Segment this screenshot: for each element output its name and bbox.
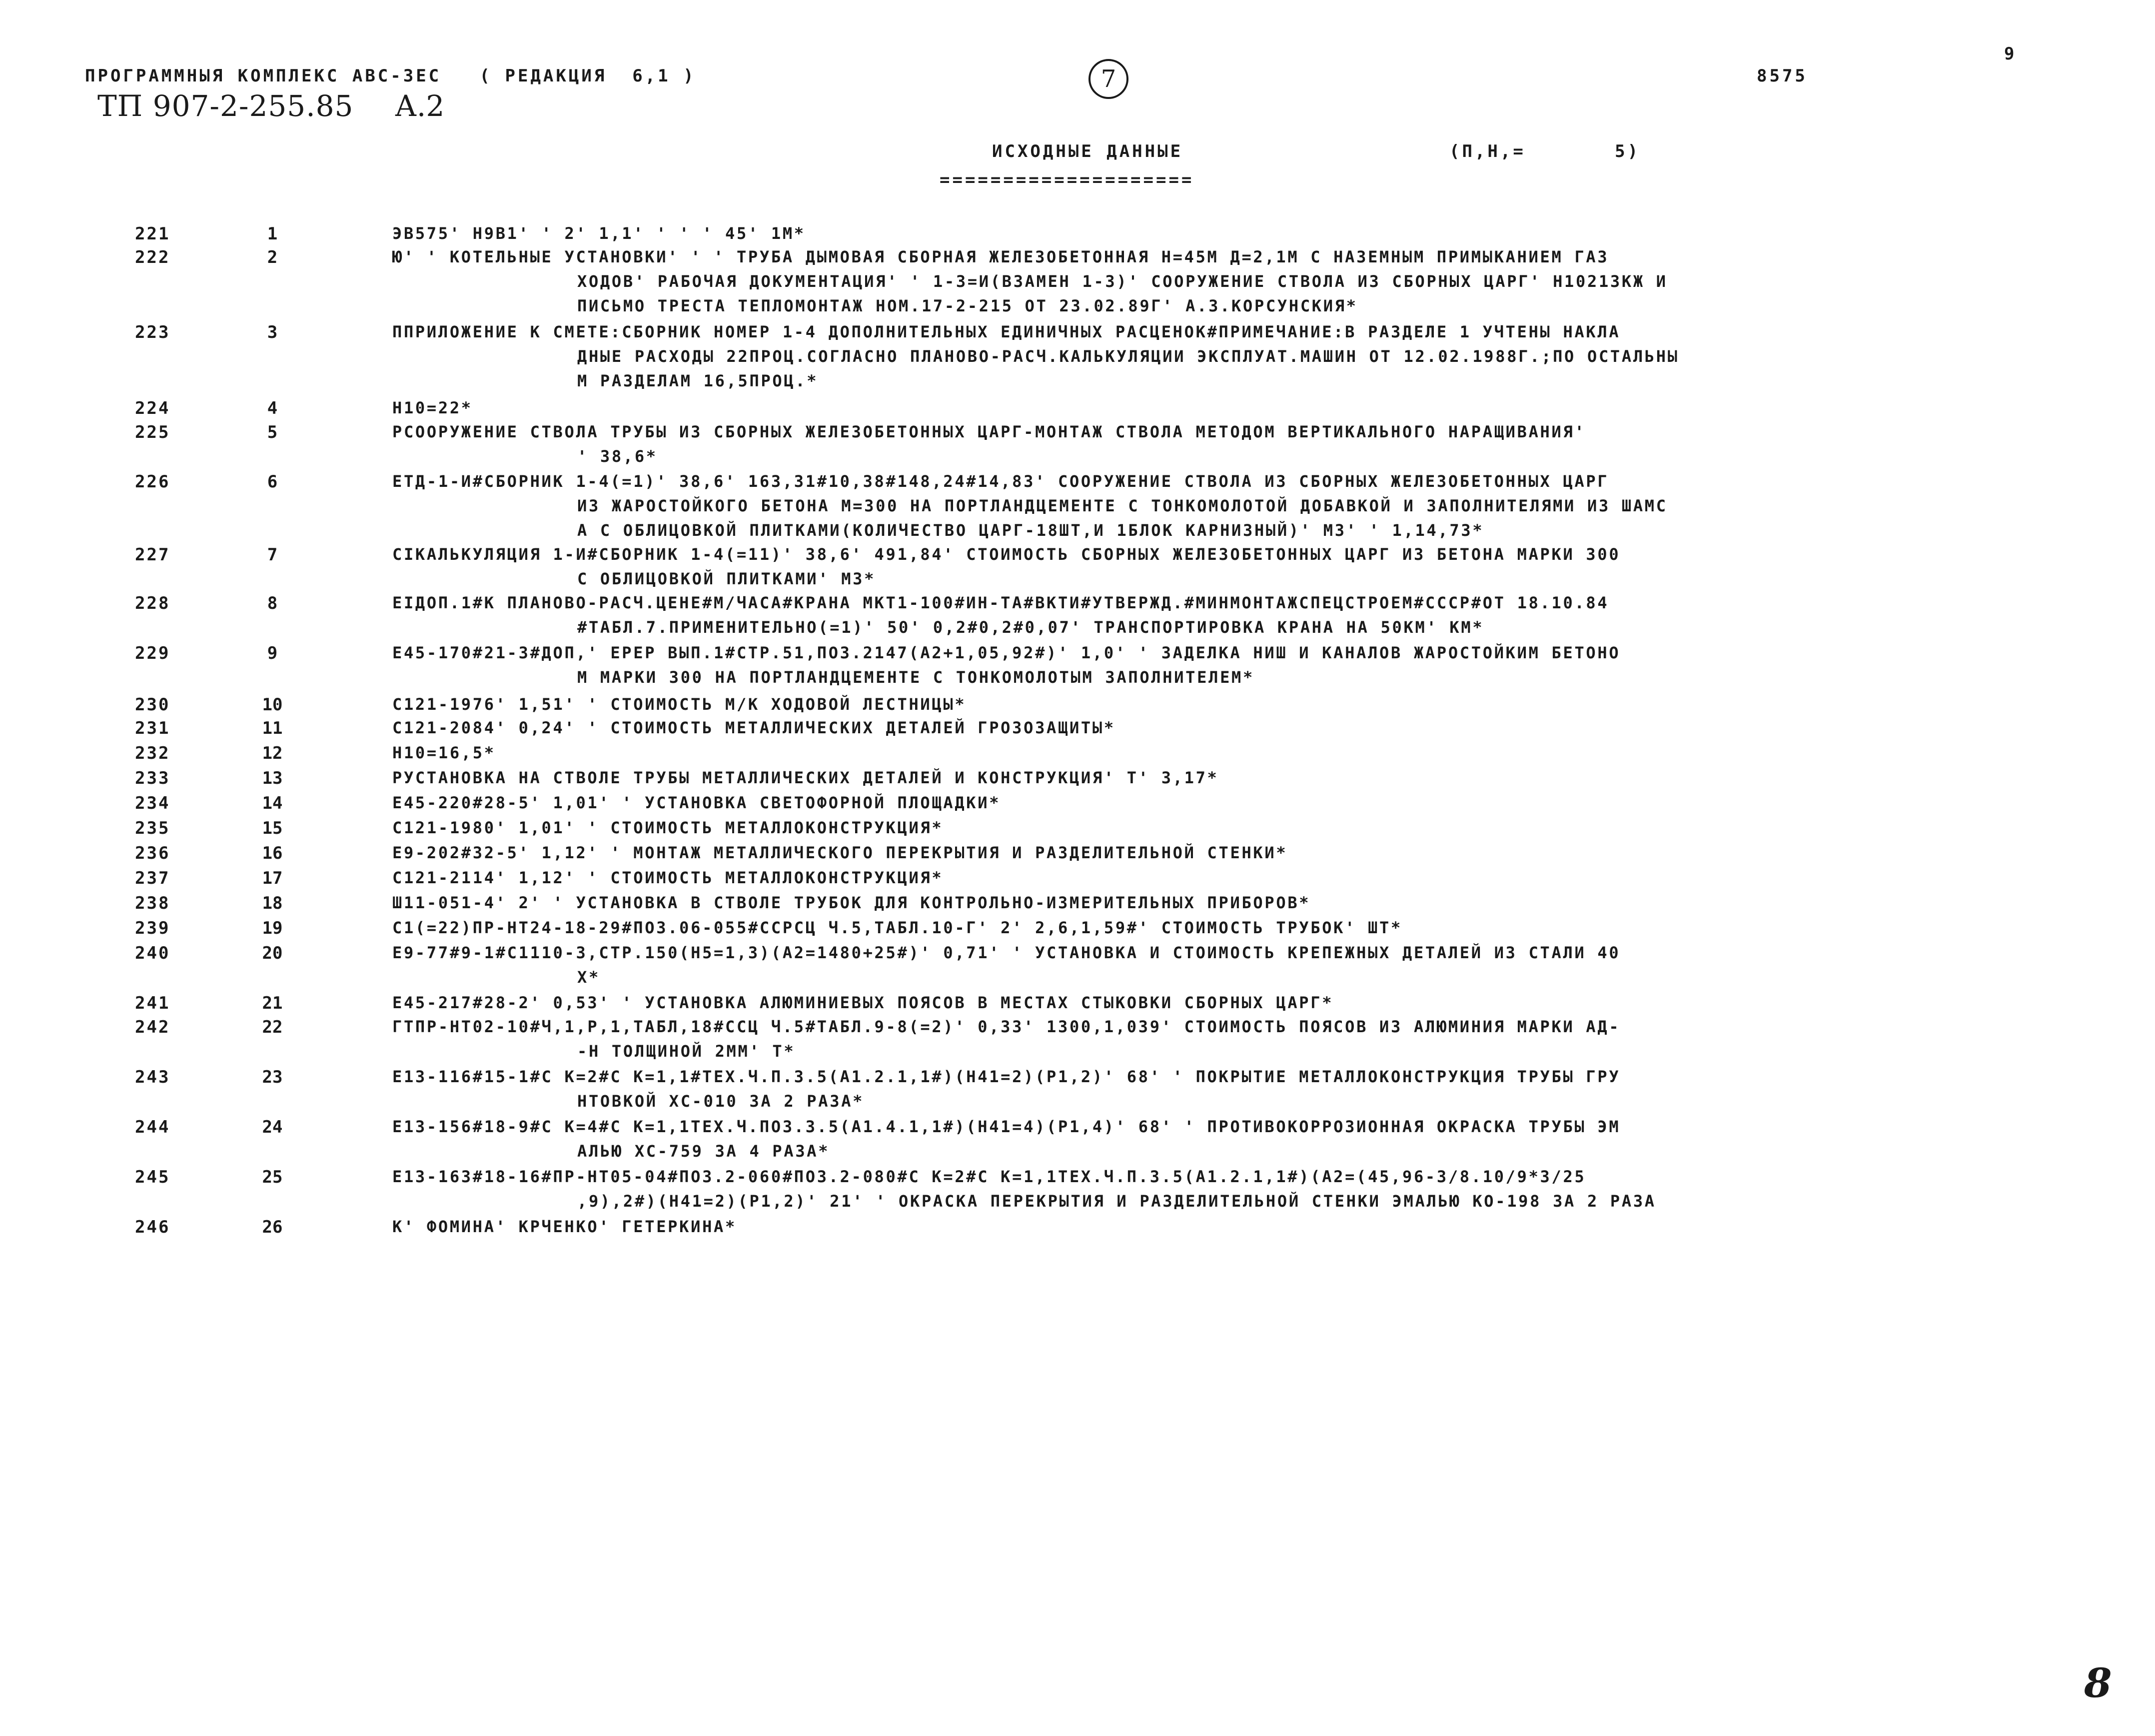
row-text: С1(=22)ПР-НТ24-18-29#ПОЗ.06-055#ССРСЦ Ч.5,ТАБЛ.10-Г' 2' 2,6,1,59#' СТОИМОСТЬ ТРУБОК' ШТ* xyxy=(392,918,1402,937)
row-sequence: 18 xyxy=(262,893,283,913)
row-sequence: 11 xyxy=(262,718,283,738)
row-number: 231 xyxy=(135,718,170,738)
row-text-continuation: -Н ТОЛЩИНОЙ 2ММ' Т* xyxy=(577,1042,796,1061)
row-number: 236 xyxy=(135,843,170,863)
row-sequence: 7 xyxy=(267,545,278,565)
row-text: Н10=22* xyxy=(392,398,473,417)
row-text: ЕТД-1-И#СБОРНИК 1-4(=1)' 38,6' 163,31#10,38#148,24#14,83' СООРУЖЕНИЕ СТВОЛА ИЗ СБОРНЫХ ЖЕЛЕЗОБЕТОННЫХ ЦАРГ xyxy=(392,472,1609,491)
row-number: 239 xyxy=(135,918,170,938)
row-text-continuation: Х* xyxy=(577,968,600,987)
row-text: Н10=16,5* xyxy=(392,743,496,762)
row-text: Е13-156#18-9#С К=4#С К=1,1ТЕХ.Ч.ПОЗ.3.5(А1.4.1,1#)(Н41=4)(Р1,4)' 68' ' ПРОТИВОКОРРОЗИОННАЯ ОКРАСКА ТРУБЫ ЭМ xyxy=(392,1117,1621,1136)
row-text: С121-1976' 1,51' ' СТОИМОСТЬ М/К ХОДОВОЙ ЛЕСТНИЦЫ* xyxy=(392,695,967,714)
row-number: 245 xyxy=(135,1167,170,1187)
row-sequence: 16 xyxy=(262,843,283,863)
row-text: С121-2114' 1,12' ' СТОИМОСТЬ МЕТАЛЛОКОНСТРУКЦИЯ* xyxy=(392,868,944,887)
row-number: 230 xyxy=(135,695,170,715)
row-text-continuation: А С ОБЛИЦОВКОЙ ПЛИТКАМИ(КОЛИЧЕСТВО ЦАРГ-18ШТ,И 1БЛОК КАРНИЗНЫЙ)' М3' ' 1,14,73* xyxy=(577,521,1484,540)
row-number: 228 xyxy=(135,593,170,613)
row-sequence: 8 xyxy=(267,593,278,613)
row-number: 222 xyxy=(135,247,170,267)
row-text-continuation: ПИСЬМО ТРЕСТА ТЕПЛОМОНТАЖ НОМ.17-2-215 ОТ 23.02.89Г' А.З.КОРСУНСКИЯ* xyxy=(577,296,1358,315)
row-text: Е45-170#21-3#ДОП,' ЕРЕР ВЫП.1#СТР.51,ПОЗ.2147(А2+1,05,92#)' 1,0' ' ЗАДЕЛКА НИШ И КАНАЛОВ ЖАРОСТОЙКИМ БЕТОНО xyxy=(392,643,1621,662)
document-code: ТП 907-2-255.85 xyxy=(97,89,354,123)
row-text-continuation: ИЗ ЖАРОСТОЙКОГО БЕТОНА М=300 НА ПОРТЛАНДЦЕМЕНТЕ С ТОНКОМОЛОТОЙ ДОБАВКОЙ И ЗАПОЛНИТЕЛЯМИ ИЗ ШАМС xyxy=(577,496,1668,515)
row-number: 238 xyxy=(135,893,170,913)
row-sequence: 24 xyxy=(262,1117,283,1137)
row-text-continuation: М РАЗДЕЛАМ 16,5ПРОЦ.* xyxy=(577,371,819,390)
row-number: 241 xyxy=(135,993,170,1013)
handwritten-page-number: 8 xyxy=(2084,1660,2112,1707)
row-text: Е9-77#9-1#С1110-3,СТР.150(Н5=1,3)(А2=1480+25#)' 0,71' ' УСТАНОВКА И СТОИМОСТЬ КРЕПЕЖНЫХ ДЕТАЛЕЙ ИЗ СТАЛИ 40 xyxy=(392,943,1621,962)
row-text-continuation: #ТАБЛ.7.ПРИМЕНИТЕЛЬНО(=1)' 50' 0,2#0,2#0,07' ТРАНСПОРТИРОВКА КРАНА НА 50КМ' КМ* xyxy=(577,618,1484,637)
row-number: 244 xyxy=(135,1117,170,1137)
page-title: ИСХОДНЫЕ ДАННЫЕ xyxy=(992,141,1183,161)
row-number: 232 xyxy=(135,743,170,763)
row-text-continuation: ХОДОВ' РАБОЧАЯ ДОКУМЕНТАЦИЯ' ' 1-3=И(ВЗАМЕН 1-3)' СООРУЖЕНИЕ СТВОЛА ИЗ СБОРНЫХ ЦАРГ' Н10213КЖ И xyxy=(577,272,1668,291)
row-text: РСООРУЖЕНИЕ СТВОЛА ТРУБЫ ИЗ СБОРНЫХ ЖЕЛЕЗОБЕТОННЫХ ЦАРГ-МОНТАЖ СТВОЛА МЕТОДОМ ВЕРТИКАЛЬНОГО НАРАЩИВАНИЯ' xyxy=(392,422,1586,441)
row-sequence: 2 xyxy=(267,247,278,267)
row-sequence: 3 xyxy=(267,322,278,342)
row-text: ППРИЛОЖЕНИЕ К СМЕТЕ:СБОРНИК НОМЕР 1-4 ДОПОЛНИТЕЛЬНЫХ ЕДИНИЧНЫХ РАСЦЕНОК#ПРИМЕЧАНИЕ:В РАЗДЕЛЕ 1 УЧТЕНЫ НАКЛА xyxy=(392,322,1621,341)
row-text-continuation: С ОБЛИЦОВКОЙ ПЛИТКАМИ' М3* xyxy=(577,569,876,588)
row-number: 242 xyxy=(135,1017,170,1037)
row-sequence: 4 xyxy=(267,398,278,418)
row-number: 227 xyxy=(135,545,170,565)
row-text-continuation: ' 38,6* xyxy=(577,447,658,466)
row-sequence: 9 xyxy=(267,643,278,663)
row-sequence: 6 xyxy=(267,472,278,492)
row-text-continuation: ,9),2#)(Н41=2)(Р1,2)' 21' ' ОКРАСКА ПЕРЕКРЫТИЯ И РАЗДЕЛИТЕЛЬНОЙ СТЕНКИ ЭМАЛЬЮ КО-198 ЗА 2 РАЗА xyxy=(577,1192,1656,1211)
program-header: ПРОГРАММНЫЯ КОМПЛЕКС АВС-ЗЕС ( РЕДАКЦИЯ 6,1 ) xyxy=(85,66,696,86)
circled-number-text: 7 xyxy=(1100,65,1116,93)
title-underline: ==================== xyxy=(940,170,1194,190)
sheet-label: А.2 xyxy=(395,89,445,123)
row-text-continuation: ДНЫЕ РАСХОДЫ 22ПРОЦ.СОГЛАСНО ПЛАНОВО-РАСЧ.КАЛЬКУЛЯЦИИ ЭКСПЛУАТ.МАШИН ОТ 12.02.1988Г.;ПО ОСТАЛЬНЫ xyxy=(577,347,1679,366)
page-number: 9 xyxy=(2004,44,2017,64)
row-number: 240 xyxy=(135,943,170,963)
row-sequence: 14 xyxy=(262,793,283,813)
row-sequence: 13 xyxy=(262,768,283,788)
row-sequence: 17 xyxy=(262,868,283,888)
row-number: 234 xyxy=(135,793,170,813)
row-sequence: 10 xyxy=(262,695,283,715)
row-number: 223 xyxy=(135,322,170,342)
row-text: ЭВ575' Н9В1' ' 2' 1,1' ' ' ' 45' 1М* xyxy=(392,224,806,243)
row-text: СIКАЛЬКУЛЯЦИЯ 1-И#СБОРНИК 1-4(=11)' 38,6' 491,84' СТОИМОСТЬ СБОРНЫХ ЖЕЛЕЗОБЕТОННЫХ ЦАРГ ИЗ БЕТОНА МАРКИ 300 xyxy=(392,545,1621,564)
row-text: К' ФОМИНА' КРЧЕНКО' ГЕТЕРКИНА* xyxy=(392,1217,737,1236)
row-sequence: 1 xyxy=(267,224,278,244)
row-sequence: 25 xyxy=(262,1167,283,1187)
row-text: Е9-202#32-5' 1,12' ' МОНТАЖ МЕТАЛЛИЧЕСКОГО ПЕРЕКРЫТИЯ И РАЗДЕЛИТЕЛЬНОЙ СТЕНКИ* xyxy=(392,843,1288,862)
row-number: 237 xyxy=(135,868,170,888)
row-sequence: 26 xyxy=(262,1217,283,1237)
row-text: Е45-217#28-2' 0,53' ' УСТАНОВКА АЛЮМИНИЕВЫХ ПОЯСОВ В МЕСТАХ СТЫКОВКИ СБОРНЫХ ЦАРГ* xyxy=(392,993,1334,1012)
row-text: Е45-220#28-5' 1,01' ' УСТАНОВКА СВЕТОФОРНОЙ ПЛОЩАДКИ* xyxy=(392,793,1001,812)
row-text: РУСТАНОВКА НА СТВОЛЕ ТРУБЫ МЕТАЛЛИЧЕСКИХ ДЕТАЛЕЙ И КОНСТРУКЦИЯ' Т' 3,17* xyxy=(392,768,1219,787)
row-sequence: 23 xyxy=(262,1067,283,1087)
row-number: 221 xyxy=(135,224,170,244)
row-sequence: 19 xyxy=(262,918,283,938)
row-sequence: 20 xyxy=(262,943,283,963)
document-number: 8575 xyxy=(1757,66,1808,86)
row-number: 224 xyxy=(135,398,170,418)
row-number: 225 xyxy=(135,422,170,442)
row-text-continuation: АЛЬЮ ХС-759 ЗА 4 РАЗА* xyxy=(577,1142,830,1161)
row-number: 243 xyxy=(135,1067,170,1087)
row-text: Ю' ' КОТЕЛЬНЫЕ УСТАНОВКИ' ' ' ТРУБА ДЫМОВАЯ СБОРНАЯ ЖЕЛЕЗОБЕТОННАЯ Н=45М Д=2,1М С НАЗЕМНЫМ ПРИМЫКАНИЕМ ГАЗ xyxy=(392,247,1609,266)
row-text: С121-2084' 0,24' ' СТОИМОСТЬ МЕТАЛЛИЧЕСКИХ ДЕТАЛЕЙ ГРОЗОЗАЩИТЫ* xyxy=(392,718,1115,737)
row-text: ГТПР-НТ02-10#Ч,1,Р,1,ТАБЛ,18#ССЦ Ч.5#ТАБЛ.9-8(=2)' 0,33' 1300,1,039' СТОИМОСТЬ ПОЯСОВ ИЗ АЛЮМИНИЯ МАРКИ АД- xyxy=(392,1017,1621,1036)
row-text: С121-1980' 1,01' ' СТОИМОСТЬ МЕТАЛЛОКОНСТРУКЦИЯ* xyxy=(392,818,944,837)
row-text: Е13-116#15-1#С К=2#С К=1,1#ТЕХ.Ч.П.3.5(А1.2.1,1#)(Н41=2)(Р1,2)' 68' ' ПОКРЫТИЕ МЕТАЛЛОКОНСТРУКЦИЯ ТРУБЫ ГРУ xyxy=(392,1067,1621,1086)
row-sequence: 12 xyxy=(262,743,283,763)
row-number: 246 xyxy=(135,1217,170,1237)
row-text: Е13-163#18-16#ПР-НТ05-04#ПОЗ.2-060#ПОЗ.2-080#С К=2#С К=1,1ТЕХ.Ч.П.3.5(А1.2.1,1#)(А2=(45,96-3/8.10/9*3/25 xyxy=(392,1167,1586,1186)
row-text-continuation: НТОВКОЙ ХС-010 ЗА 2 РАЗА* xyxy=(577,1092,865,1111)
title-params: (П,Н,= 5) xyxy=(1449,141,1641,161)
row-text-continuation: М МАРКИ 300 НА ПОРТЛАНДЦЕМЕНТЕ С ТОНКОМОЛОТЫМ ЗАПОЛНИТЕЛЕМ* xyxy=(577,668,1254,687)
row-text: ЕIДОП.1#К ПЛАНОВО-РАСЧ.ЦЕНЕ#М/ЧАСА#КРАНА МКТ1-100#ИН-ТА#ВКТИ#УТВЕРЖД.#МИНМОНТАЖСПЕЦСТРОЕМ#СССР#ОТ 18.10.84 xyxy=(392,593,1609,612)
row-sequence: 22 xyxy=(262,1017,283,1037)
row-sequence: 21 xyxy=(262,993,283,1013)
row-sequence: 15 xyxy=(262,818,283,838)
row-text: Ш11-051-4' 2' ' УСТАНОВКА В СТВОЛЕ ТРУБОК ДЛЯ КОНТРОЛЬНО-ИЗМЕРИТЕЛЬНЫХ ПРИБОРОВ* xyxy=(392,893,1311,912)
row-sequence: 5 xyxy=(267,422,278,442)
row-number: 229 xyxy=(135,643,170,663)
row-number: 226 xyxy=(135,472,170,492)
row-number: 233 xyxy=(135,768,170,788)
row-number: 235 xyxy=(135,818,170,838)
